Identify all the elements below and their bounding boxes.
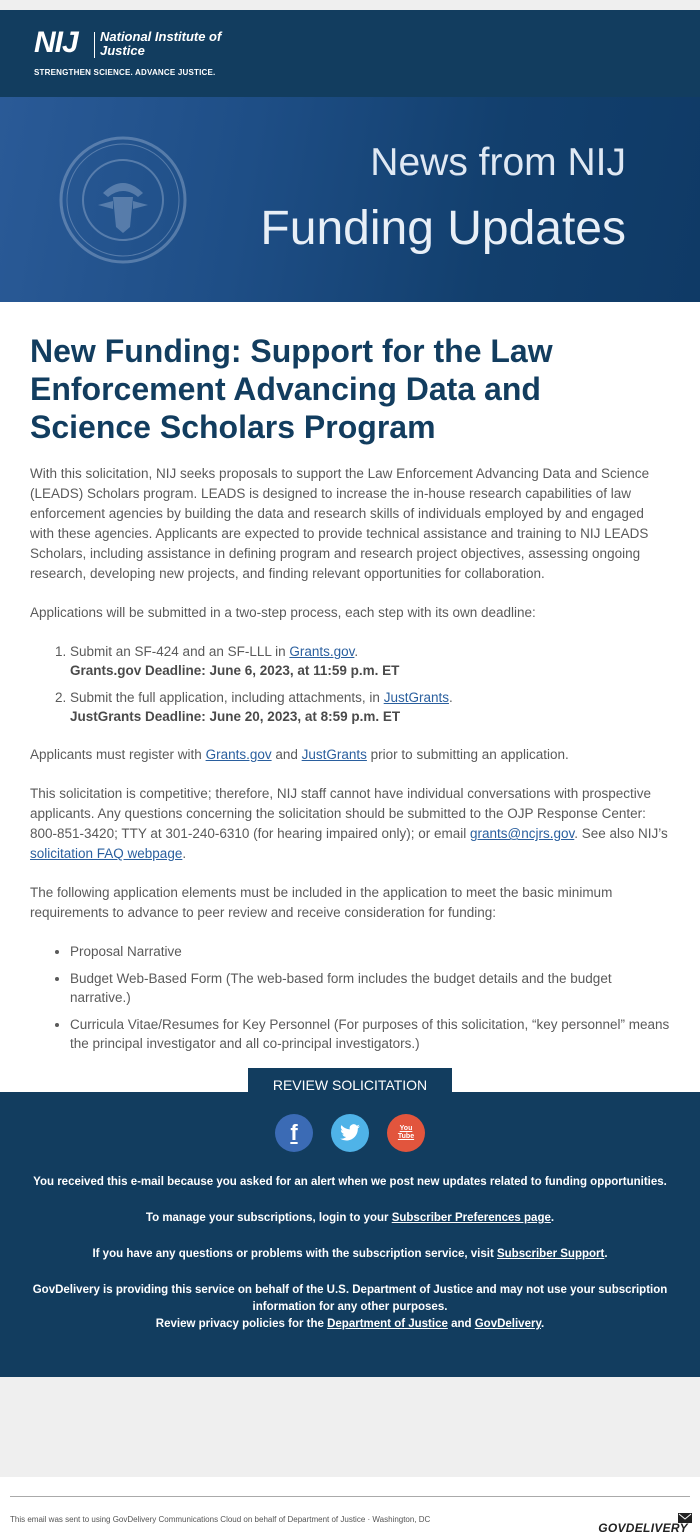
register-post: prior to submitting an application.: [366, 747, 569, 762]
doj-privacy-link[interactable]: Department of Justice: [327, 1318, 448, 1330]
list-item: • Curricula Vitae/Resumes for Key Personnel (For purposes of this solicitation, “key personnel” means the principal investigator and all co-principal investigators.): [70, 1015, 670, 1053]
register-and: and: [271, 747, 302, 762]
article-title: New Funding: Support for the Law Enforcement Advancing Data and Science Scholars Program: [30, 333, 553, 445]
step2-text: Submit the full application, including attachments, in: [70, 690, 384, 705]
review-and: and: [447, 1318, 475, 1330]
logo-tagline: STRENGTHEN SCIENCE. ADVANCE JUSTICE.: [34, 68, 216, 77]
divider: [10, 1496, 690, 1497]
bottom-bar: [0, 1477, 700, 1540]
list-item: • Budget Web-Based Form (The web-based form includes the budget details and the budget narrative.): [70, 969, 670, 1007]
logo-mark: NIJ: [34, 26, 78, 59]
twitter-bird-icon: [339, 1124, 361, 1142]
banner-subtitle: News from NIJ: [370, 141, 626, 184]
email-link[interactable]: grants@ncjrs.gov: [470, 826, 575, 841]
facebook-icon[interactable]: [275, 1114, 313, 1152]
doj-seal-icon: [58, 135, 188, 265]
steps-list: [30, 642, 670, 726]
govdelivery-logo[interactable]: GOVDELIVERY: [598, 1521, 688, 1535]
header: [0, 10, 700, 97]
step1-deadline: Grants.gov Deadline: June 6, 2023, at 11:59 p.m. ET: [70, 663, 400, 678]
step2-deadline: JustGrants Deadline: June 20, 2023, at 8:59 p.m. ET: [70, 709, 401, 724]
register-justgrants-link[interactable]: JustGrants: [301, 747, 367, 762]
review-solicitation-button[interactable]: REVIEW SOLICITATION: [248, 1068, 452, 1102]
banner: [0, 97, 700, 302]
article-content: [0, 302, 700, 1092]
sent-notice: This email was sent to using GovDelivery Communications Cloud on behalf of Department of Justice · Washington, DC: [10, 1515, 431, 1524]
list-item: 1. Submit an SF-424 and an SF-LLL in Grants.gov. Grants.gov Deadline: June 6, 2023, at 11:59 p.m. ET: [70, 642, 670, 680]
step1-text: Submit an SF-424 and an SF-LLL in: [70, 644, 290, 659]
register-paragraph: [30, 745, 670, 765]
subscriber-preferences-link[interactable]: Subscriber Preferences page: [391, 1212, 551, 1224]
faq-link[interactable]: solicitation FAQ webpage: [30, 846, 183, 861]
register-grants-gov-link[interactable]: Grants.gov: [205, 747, 272, 762]
top-gap: [0, 0, 700, 10]
competitive-paragraph: This solicitation is competitive; therefore, NIJ staff cannot have individual conversations with prospective applicants. Any questions concerning the solicitation should be submitted to the OJP Response Center: 800-851-3420; TTY at 301-240-6310 (for hearing impaired only); or email grants@ncjrs.gov. See also NIJ’s solicitation FAQ webpage.: [30, 786, 668, 861]
govdelivery-notice: GovDelivery is providing this service on behalf of the U.S. Department of Justice and may not use your subscription information for any other purposes. Review privacy policies for the Department of Justice and GovDelivery.: [32, 1284, 668, 1330]
elements-intro: The following application elements must be included in the application to meet the basic minimum requirements to advance to peer review and receive consideration for funding:: [30, 885, 613, 920]
govdelivery-text: GovDelivery is providing this service on behalf of the U.S. Department of Justice and may not use your subscription information for any other purposes.: [32, 1284, 668, 1313]
footer: [0, 1092, 700, 1377]
logo-divider: [94, 32, 95, 58]
manage-pre: To manage your subscriptions, login to your: [145, 1212, 392, 1224]
competitive-text: This solicitation is competitive; therefore, NIJ staff cannot have individual conversations with prospective applicants. Any questions concerning the solicitation should be submitted to the OJP Response Center: 800-851-3420; TTY at 301-240-6310 (for hearing impaired only); or email: [30, 786, 652, 841]
list-item: 2. Submit the full application, including attachments, in JustGrants. JustGrants Deadline: June 20, 2023, at 8:59 p.m. ET: [70, 688, 670, 726]
see-also-text: . See also NIJ’s: [574, 826, 668, 841]
process-intro: Applications will be submitted in a two-step process, each step with its own deadline:: [30, 605, 536, 620]
questions-pre: If you have any questions or problems with the subscription service, visit: [92, 1248, 497, 1260]
govdelivery-privacy-link[interactable]: GovDelivery: [474, 1318, 541, 1330]
review-pre: Review privacy policies for the: [155, 1318, 328, 1330]
manage-notice: To manage your subscriptions, login to your Subscriber Preferences page.: [145, 1212, 555, 1224]
intro-paragraph: With this solicitation, NIJ seeks proposals to support the Law Enforcement Advancing Data and Science (LEADS) Scholars program. LEADS is designed to increase the in-house research capabilities of law enforcement agencies by building the data and research skills of individuals employed by and engaged with these agencies. Applicants are expected to provide technical assistance and training to NIJ LEADS Scholars, including assistance in defining program and research project objectives, assessing ongoing research, developing new projects, and finding relevant opportunities for collaboration.: [30, 466, 650, 581]
social-links: [0, 1114, 700, 1152]
bottom-gap: [0, 1377, 700, 1397]
justgrants-link[interactable]: JustGrants: [383, 690, 449, 705]
banner-title: Funding Updates: [260, 202, 626, 255]
youtube-icon[interactable]: [387, 1114, 425, 1152]
subscriber-support-link[interactable]: Subscriber Support: [496, 1248, 605, 1260]
register-pre: Applicants must register with: [30, 747, 206, 762]
list-item: • Proposal Narrative: [70, 942, 670, 961]
received-notice: You received this e-mail because you asked for an alert when we post new updates related to funding opportunities.: [33, 1176, 667, 1188]
questions-notice: If you have any questions or problems with the subscription service, visit Subscriber Support.: [92, 1248, 608, 1260]
facebook-glyph: f: [290, 1120, 298, 1145]
youtube-glyph: You Tube: [397, 1125, 415, 1140]
twitter-icon[interactable]: [331, 1114, 369, 1152]
elements-list: [30, 942, 670, 1053]
grants-gov-link[interactable]: Grants.gov: [289, 644, 355, 659]
logo-name: National Institute of Justice: [100, 29, 222, 58]
